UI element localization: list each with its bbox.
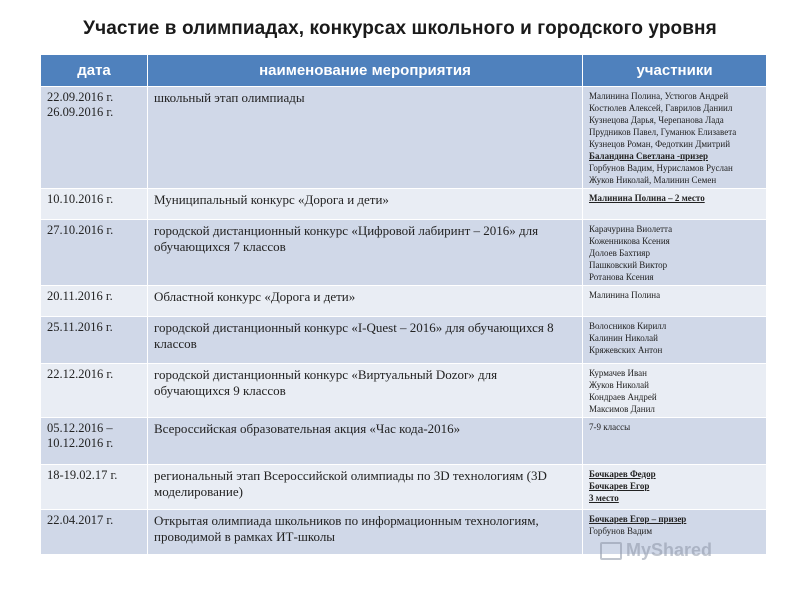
cell-participants <box>583 220 767 286</box>
participant-entry: Ротанова Ксения <box>589 272 654 282</box>
participant-entry: Жуков Николай, Малинин Семен <box>589 175 717 185</box>
table-row <box>41 418 767 465</box>
date-line: 18-19.02.17 г. <box>47 468 118 482</box>
cell-participants <box>583 286 767 317</box>
cell-event: городской дистанционный конкурс «Цифровой лабиринт – 2016» для обучающихся 7 классов <box>148 220 583 286</box>
date-line: 22.04.2017 г. <box>47 513 114 527</box>
participant-entry: Прудников Павел, Гуманюк Елизавета <box>589 127 737 137</box>
watermark-text: MyShared <box>626 540 713 560</box>
date-line: 05.12.2016 – <box>47 421 113 435</box>
participant-entry: Кузнецов Роман, Федоткин Дмитрий <box>589 139 731 149</box>
participant-entry: Баландина Светлана -призер <box>589 151 708 161</box>
column-header-participants: участники <box>583 55 767 87</box>
table-row <box>41 220 767 286</box>
cell-participants <box>583 189 767 220</box>
participant-entry: Малинина Полина <box>589 290 661 300</box>
participant-entry: Жуков Николай <box>589 380 649 390</box>
cell-date <box>41 220 148 286</box>
cell-date <box>41 418 148 465</box>
date-line: 26.09.2016 г. <box>47 105 114 119</box>
cell-event: Открытая олимпиада школьников по информационным технологиям, проводимой в рамках ИТ-школы <box>148 510 583 555</box>
participant-entry: Бочкарев Егор <box>589 481 650 491</box>
participant-entry: Бочкарев Федор <box>589 469 656 479</box>
date-line: 27.10.2016 г. <box>47 223 114 237</box>
cell-date <box>41 87 148 189</box>
watermark <box>600 540 712 561</box>
participant-entry: Калинин Николай <box>589 333 658 343</box>
participant-entry: Кряжевских Антон <box>589 345 663 355</box>
cell-date <box>41 510 148 555</box>
events-table <box>40 54 767 555</box>
participant-entry: Малинина Полина – 2 место <box>589 193 705 203</box>
table-row <box>41 286 767 317</box>
date-line: 10.10.2016 г. <box>47 192 114 206</box>
column-header-event: наименование мероприятия <box>148 55 583 87</box>
date-line: 22.12.2016 г. <box>47 367 114 381</box>
participant-entry: Горбунов Вадим <box>589 526 653 536</box>
participant-entry: Костюлев Алексей, Гаврилов Даниил <box>589 103 733 113</box>
cell-participants <box>583 465 767 510</box>
participant-entry: Курмачев Иван <box>589 368 647 378</box>
participant-entry: Коженникова Ксения <box>589 236 670 246</box>
cell-event: Всероссийская образовательная акция «Час кода-2016» <box>148 418 583 465</box>
watermark-logo-icon <box>600 542 622 560</box>
cell-event: региональный этап Всероссийской олимпиады по 3D технологиям (3D моделирование) <box>148 465 583 510</box>
participant-entry: Карачурина Виолетта <box>589 224 673 234</box>
participant-entry: Малинина Полина, Устюгов Андрей <box>589 91 729 101</box>
participant-entry: Горбунов Вадим, Нурисламов Руслан <box>589 163 733 173</box>
participant-entry: 3 место <box>589 493 619 503</box>
date-line: 20.11.2016 г. <box>47 289 113 303</box>
cell-participants <box>583 364 767 418</box>
participant-entry: Волосников Кирилл <box>589 321 667 331</box>
cell-date <box>41 465 148 510</box>
cell-date <box>41 364 148 418</box>
table-row <box>41 465 767 510</box>
cell-date <box>41 189 148 220</box>
table-row <box>41 364 767 418</box>
date-line: 25.11.2016 г. <box>47 320 113 334</box>
page-title: Участие в олимпиадах, конкурсах школьного и городского уровня <box>83 18 717 39</box>
participant-entry: Долоев Бахтияр <box>589 248 650 258</box>
cell-event: городской дистанционный конкурс «Виртуальный Dozor» для обучающихся 9 классов <box>148 364 583 418</box>
participant-entry: Пашковский Виктор <box>589 260 668 270</box>
participant-entry: Бочкарев Егор – призер <box>589 514 687 524</box>
cell-date <box>41 286 148 317</box>
cell-event: школьный этап олимпиады <box>148 87 583 189</box>
cell-event: городской дистанционный конкурс «I-Quest – 2016» для обучающихся 8 классов <box>148 317 583 364</box>
participant-entry: Кузнецова Дарья, Черепанова Лада <box>589 115 724 125</box>
date-line: 10.12.2016 г. <box>47 436 114 450</box>
cell-participants <box>583 87 767 189</box>
cell-participants <box>583 317 767 364</box>
date-line: 22.09.2016 г. <box>47 90 114 104</box>
participant-entry: Кондраев Андрей <box>589 392 657 402</box>
cell-event: Муниципальный конкурс «Дорога и дети» <box>148 189 583 220</box>
participant-entry: Максимов Данил <box>589 404 655 414</box>
table-row <box>41 317 767 364</box>
cell-date <box>41 317 148 364</box>
cell-event: Областной конкурс «Дорога и дети» <box>148 286 583 317</box>
table-row <box>41 189 767 220</box>
table-header-row <box>41 55 767 87</box>
column-header-date: дата <box>41 55 148 87</box>
table-row <box>41 87 767 189</box>
participant-entry: 7-9 классы <box>589 422 631 432</box>
cell-participants <box>583 418 767 465</box>
